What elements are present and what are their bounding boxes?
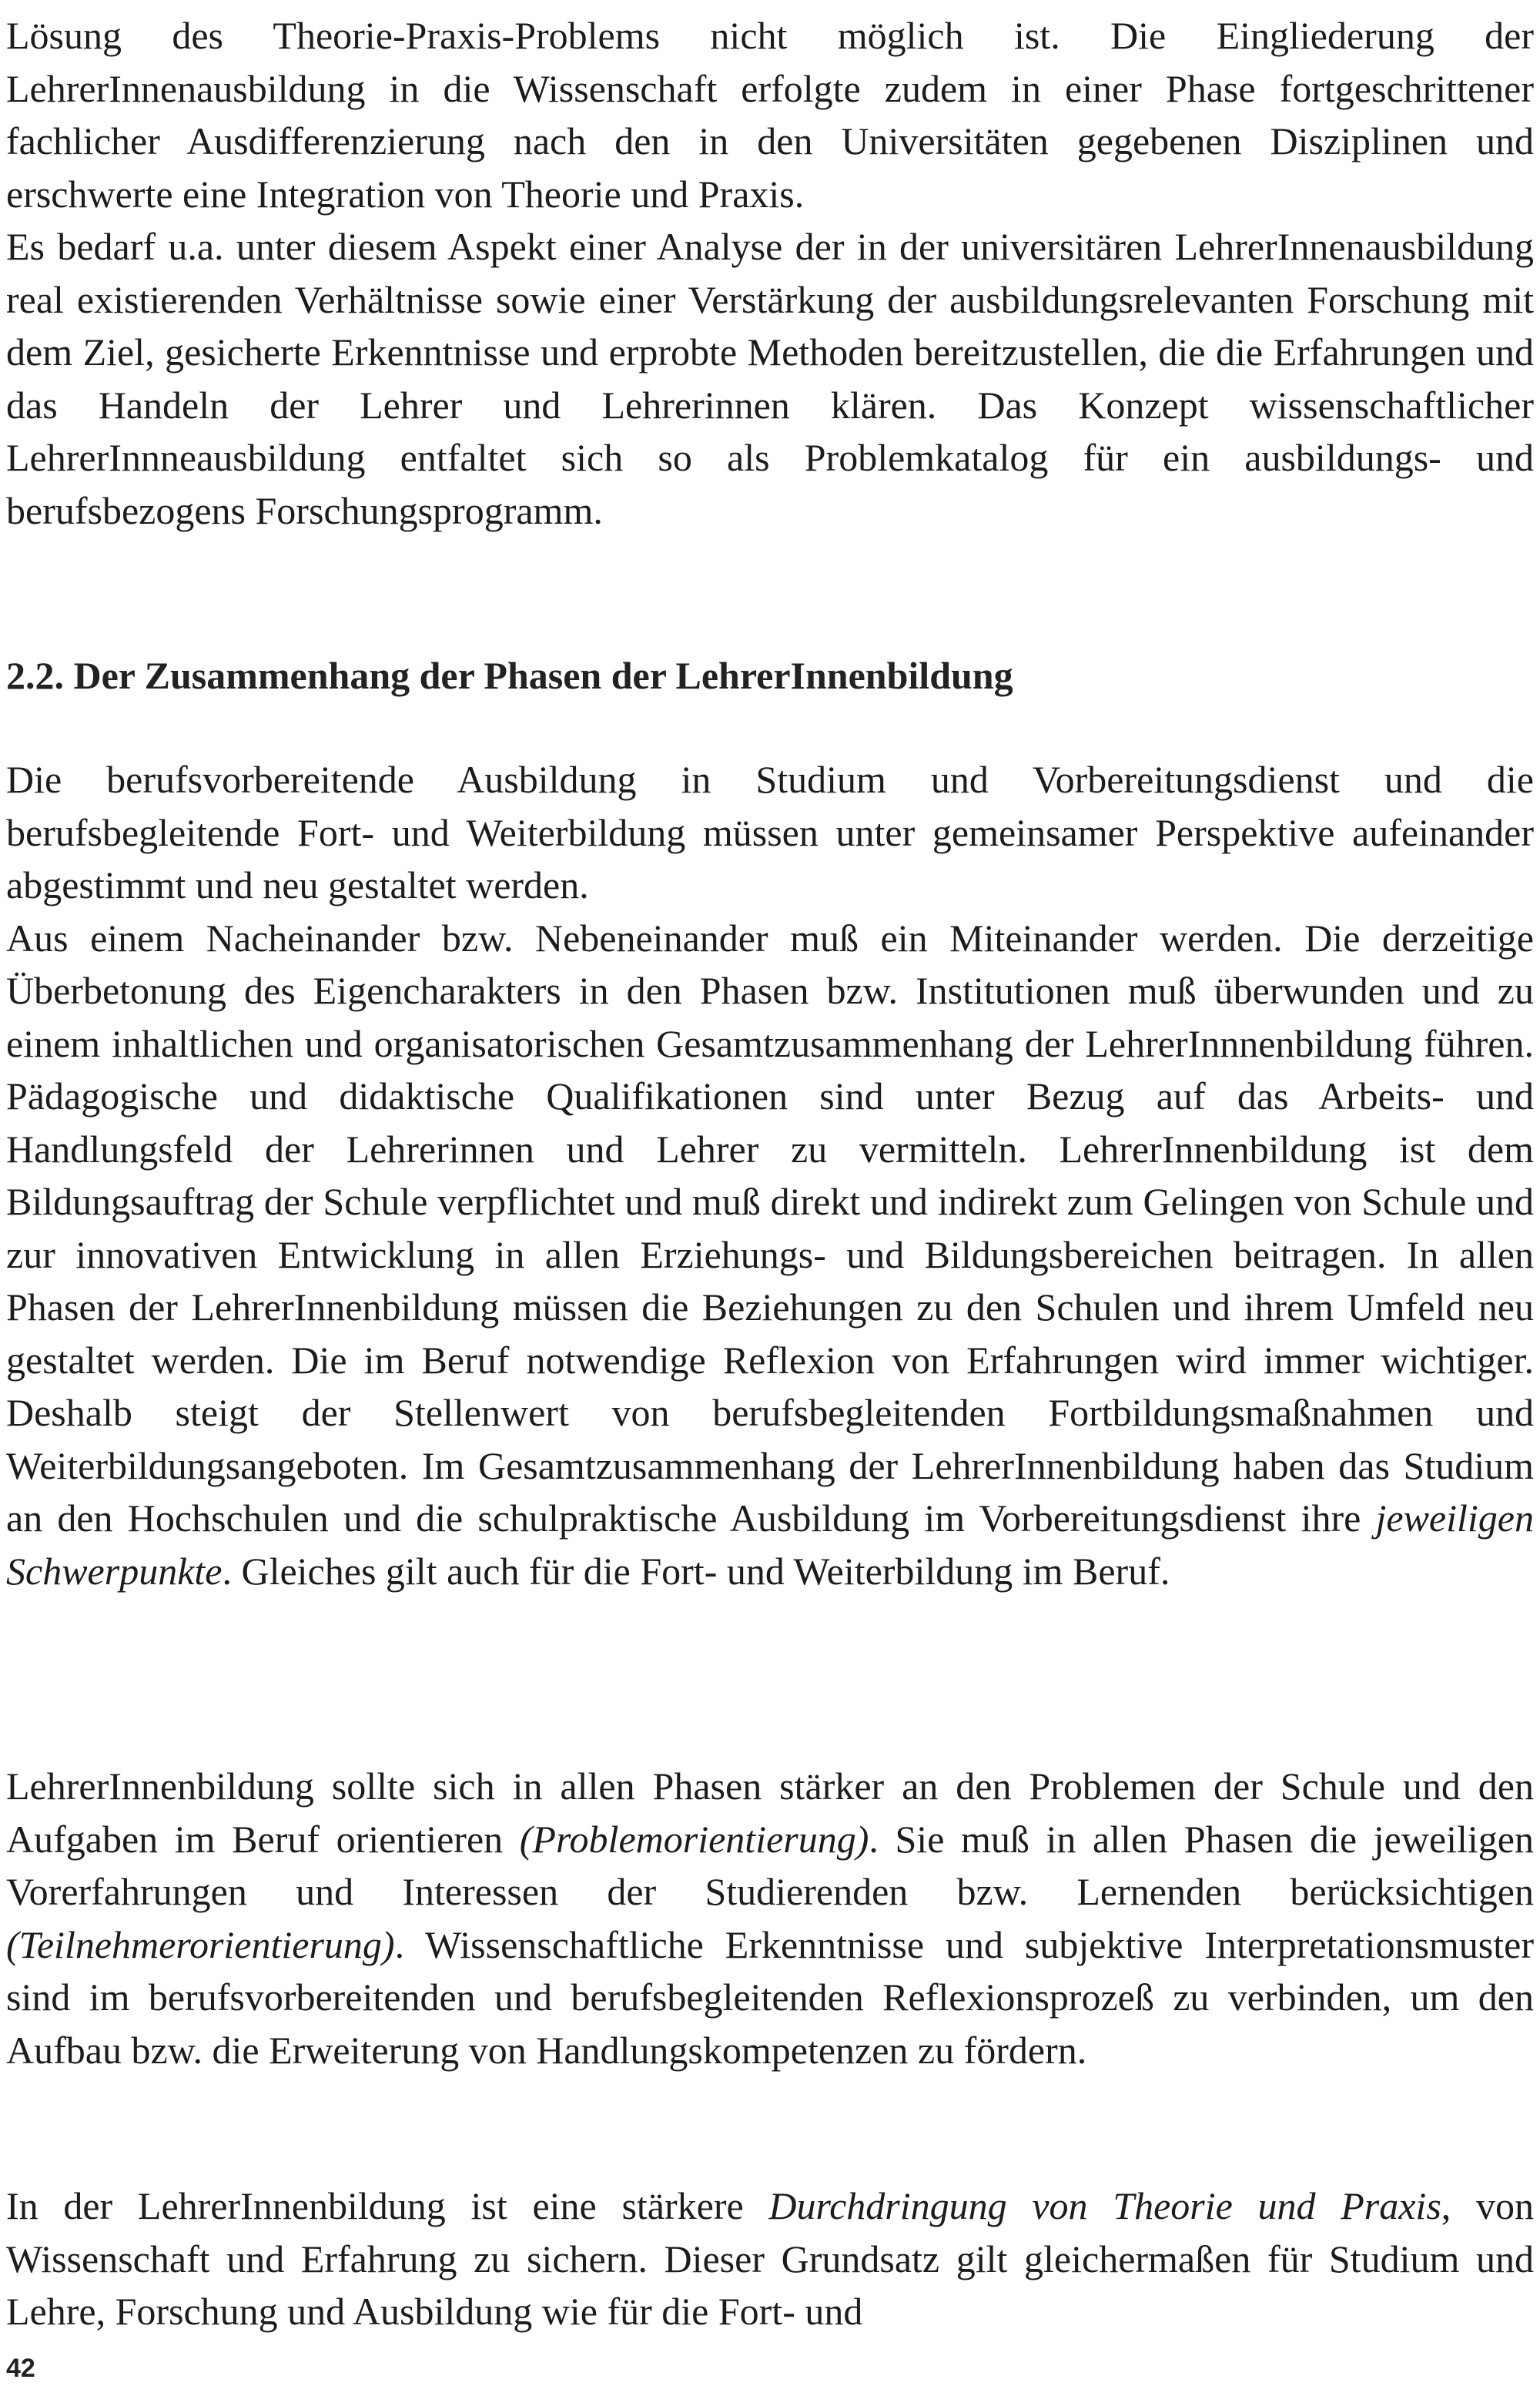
text-run: Aus einem Nacheinander bzw. Nebeneinander muß ein Miteinander werden. Die derzeitige Überbetonung des Eigencharakters in den Phasen bzw. Institutionen muß überwunden und zu einem inhaltlichen und organisatorischen Gesamtzusammenhang der LehrerInnnenbildung führen. Pädagogische und didaktische Qualifikationen sind unter Bezug auf das Arbeits- und Handlungsfeld der Lehrerinnen und Lehrer zu vermitteln. LehrerInnenbildung ist dem Bildungsauftrag der Schule verpflichtet und muß direkt und indirekt zum Gelingen von Schule und zur innovativen Entwicklung in allen Erziehungs- und Bildungsbereichen beitragen. In allen Phasen der LehrerInnenbildung müssen die Beziehungen zu den Schulen und ihrem Umfeld neu gestaltet werden. Die im Beruf notwendige Reflexion von Erfahrungen wird immer wichtiger. Deshalb steigt der Stellenwert von berufsbegleitenden Fortbildungsmaßnahmen und Weiterbildungsangeboten. Im Gesamtzusammenhang der LehrerInnenbildung haben das Studium an den Hochschulen und die schulpraktische Ausbildung im Vorbereitungsdienst ihre xyxy=(6,916,1534,1540)
paragraph xyxy=(6,912,1534,1598)
paragraph: Die berufsvorbereitende Ausbildung in Studium und Vorbereitungsdienst und die berufsbegleitende Fort- und Weiterbildung müssen unter gemeinsamer Perspektive aufeinander abgestimmt und neu gestaltet werden. xyxy=(6,758,1534,906)
text-run: . Wissenschaftliche Erkenntnisse und subjektive Interpretationsmuster sind im berufsvorbereitenden und berufsbegleitenden Reflexionsprozeß zu verbinden, um den Aufbau bzw. die Erweiterung von Handlungskompetenzen zu fördern. xyxy=(6,1922,1534,2072)
text-run: In der LehrerInnenbildung ist eine stärkere xyxy=(6,2184,769,2227)
text-block-3 xyxy=(6,1760,1534,2076)
emphasis-text: jeweiligen Schwerpunkte xyxy=(6,1496,1534,1593)
text-run: . Gleiches gilt auch für die Fort- und Weiterbildung im Beruf. xyxy=(222,1549,1170,1593)
paragraph: Lösung des Theorie-Praxis-Problems nicht möglich ist. Die Eingliederung der LehrerInnenausbildung in die Wissenschaft erfolgte zudem in einer Phase fortgeschrittener fachlicher Ausdifferenzierung nach den in den Universitäten gegebenen Disziplinen und erschwerte eine Integration von Theorie und Praxis. xyxy=(6,14,1534,216)
emphasis-text: (Teilnehmerorientierung) xyxy=(6,1922,395,1966)
text-run: , von Wissenschaft und Erfahrung zu sichern. Dieser Grundsatz gilt gleichermaßen für Studium und Lehre, Forschung und Ausbildung wie für die Fort- und xyxy=(6,2184,1535,2333)
document-page xyxy=(6,0,1534,2396)
text-block-2 xyxy=(6,753,1534,1597)
section-heading: 2.2. Der Zusammenhang der Phasen der LehrerInnenbildung xyxy=(6,654,1013,697)
text-block-4 xyxy=(6,2180,1534,2338)
emphasis-text: Durchdringung von Theorie und Praxis xyxy=(768,2184,1441,2227)
page-number: 42 xyxy=(6,2354,35,2383)
emphasis-text: (Problemorientierung) xyxy=(519,1817,869,1861)
paragraph: Es bedarf u.a. unter diesem Aspekt einer Analyse der in der universitären LehrerInnenausbildung real existierenden Verhältnisse sowie einer Verstärkung der ausbildungsrelevanten Forschung mit dem Ziel, gesicherte Erkenntnisse und erprobte Methoden bereitzustellen, die die Erfahrungen und das Handeln der Lehrer und Lehrerinnen klären. Das Konzept wissenschaftlicher LehrerInnneausbildung entfaltet sich so als Problemkatalog für ein ausbildungs- und berufsbezogens Forschungsprogramm. xyxy=(6,225,1534,532)
text-run: . Sie muß in allen Phasen die jeweiligen Vorerfahrungen und Interessen der Studierenden bzw. Lernenden berücksichtigen xyxy=(6,1817,1534,1913)
text-block-1 xyxy=(6,9,1534,537)
paragraph xyxy=(6,1760,1534,2076)
paragraph xyxy=(6,2180,1534,2338)
text-run: LehrerInnenbildung sollte sich in allen Phasen stärker an den Problemen der Schule und den Aufgaben im Beruf orientieren xyxy=(6,1764,1534,1861)
